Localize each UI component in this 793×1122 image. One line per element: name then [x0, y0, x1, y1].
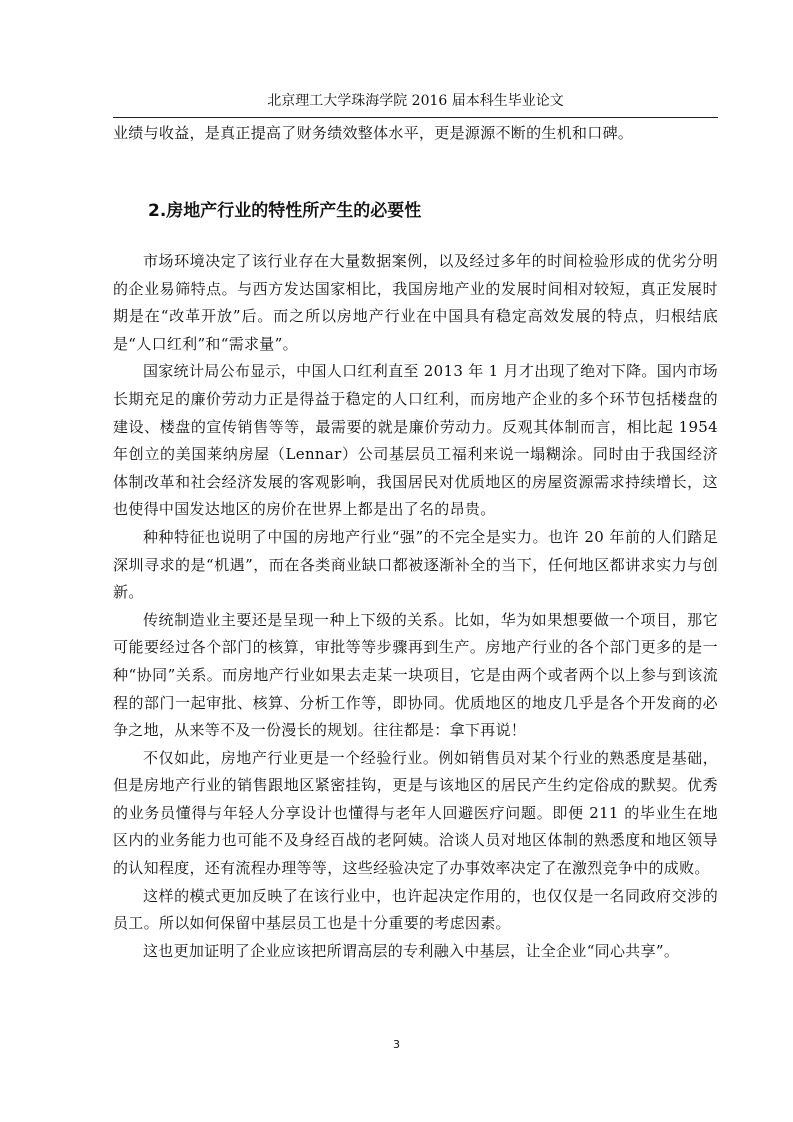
body-paragraph: 国家统计局公布显示，中国人口红利直至 2013 年 1 月才出现了绝对下降。国内市场长期充足的廉价劳动力正是得益于稳定的人口红利，而房地产企业的多个环节包括楼盘的建设、楼盘的宣传销售等等，最需要的就是廉价劳动力。反观其体制而言，相比起 1954 年创立的美国莱纳房屋（Lennar）公司基层员工福利来说一塌糊涂。同时由于我国经济体制改革和社会经济发展的客观影响，我国居民对优质地区的房屋资源需求持续增长，这也使得中国发达地区的房价在世界上都是出了名的昂贵。	[113, 362, 718, 519]
section-body	[113, 248, 718, 965]
body-paragraph: 这样的模式更加反映了在该行业中，也许起决定作用的，也仅仅是一名同政府交涉的员工。所以如何保留中基层员工也是十分重要的考虑因素。	[113, 886, 718, 933]
body-paragraph: 不仅如此，房地产行业更是一个经验行业。例如销售员对某个行业的熟悉度是基础，但是房地产行业的销售跟地区紧密挂钩，更是与该地区的居民产生约定俗成的默契。优秀的业务员懂得与年轻人分享设计也懂得与老年人回避医疗问题。即便 211 的毕业生在地区内的业务能力也可能不及身经百战的老阿姨。洽谈人员对地区体制的熟悉度和地区领导的认知程度，还有流程办理等等，这些经验决定了办事效率决定了在激烈竞争中的成败。	[113, 748, 718, 878]
page-header: 北京理工大学珠海学院 2016 届本科生毕业论文	[267, 93, 564, 109]
body-paragraph: 市场环境决定了该行业存在大量数据案例，以及经过多年的时间检验形成的优劣分明的企业易筛特点。与西方发达国家相比，我国房地产业的发展时间相对较短，真正发展时期是在“改革开放”后。而之所以房地产行业在中国具有稳定高效发展的特点，归根结底是“人口红利”和“需求量”。	[113, 252, 718, 353]
body-paragraph: 这也更加证明了企业应该把所谓高层的专利融入中基层，让全企业“同心共享”。	[143, 941, 680, 960]
section-heading: 2.房地产行业的特性所产生的必要性	[148, 201, 422, 221]
body-paragraph: 种种特征也说明了中国的房地产行业“强”的不完全是实力。也许 20 年前的人们踏足深圳寻求的是“机遇”，而在各类商业缺口都被逐渐补全的当下，任何地区都讲求实力与创新。	[113, 527, 718, 602]
continued-paragraph: 业绩与收益，是真正提高了财务绩效整体水平，更是源源不断的生机和口碑。	[113, 124, 634, 142]
page-number: 3	[393, 1038, 400, 1051]
body-paragraph: 传统制造业主要还是呈现一种上下级的关系。比如，华为如果想要做一个项目，那它可能要经过各个部门的核算，审批等等步骤再到生产。房地产行业的各个部门更多的是一种“协同”关系。而房地产行业如果去走某一块项目，它是由两个或者两个以上参与到该流程的部门一起审批、核算、分析工作等，即协同。优质地区的地皮几乎是各个开发商的必争之地，从来等不及一份漫长的规划。往往都是：拿下再说！	[113, 610, 718, 740]
header-divider	[113, 117, 718, 118]
